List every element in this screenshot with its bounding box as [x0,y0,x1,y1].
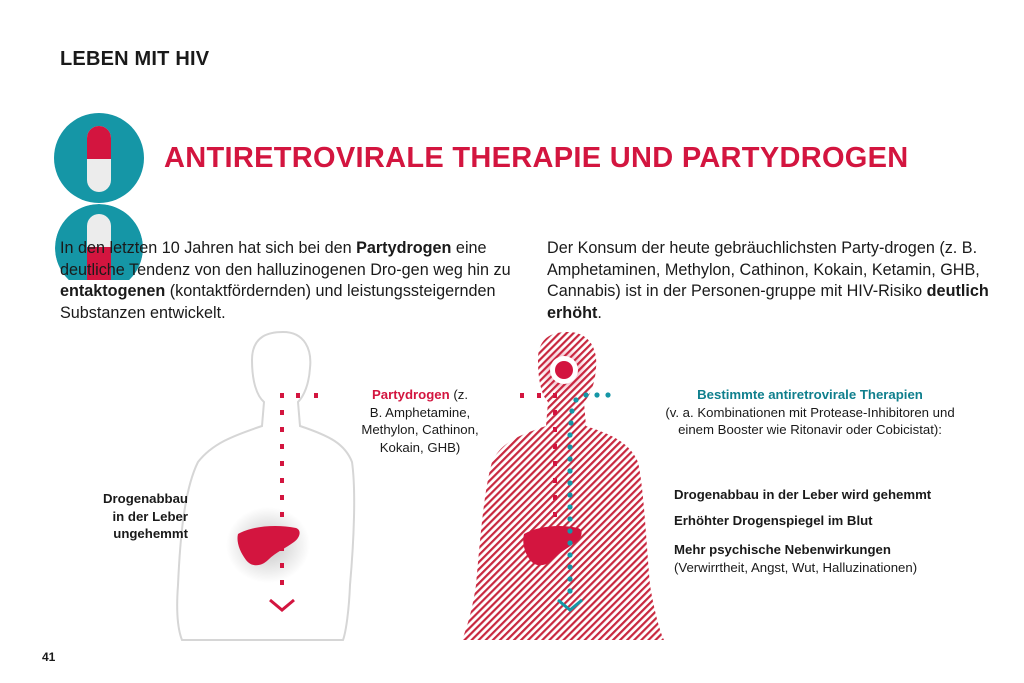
label-drogenabbau-left: Drogenabbau in der Leber ungehemmt [103,491,188,541]
section-header: LEBEN MIT HIV [60,48,210,70]
intro-paragraph-right: Der Konsum der heute gebräuchlichsten Party-drogen (z. B. Amphetaminen, Methylon, Cathinon, Kokain, Ketamin, GHB, Cannabis) ist in der Personen-gruppe mit HIV-Risiko deutlich erhöht. [547,239,989,322]
effect-3: Mehr psychische Nebenwirkungen (Verwirrtheit, Angst, Wut, Halluzinationen) [674,542,918,575]
arrow-down-left [270,600,294,610]
label-therapien: Bestimmte antiretrovirale Therapien (v. a. Kombinationen mit Protease-Inhibitoren und einem Booster wie Ritonavir oder Cobicistat): [665,387,955,437]
page-title: ANTIRETROVIRALE THERAPIE UND PARTYDROGEN [164,142,909,174]
effect-1: Drogenabbau in der Leber wird gehemmt [674,487,932,502]
body-outline-left [177,332,354,640]
label-partydrogen: Partydrogen (z. B. Amphetamine, Methylon, Cathinon, Kokain, GHB) [361,387,479,455]
page-number: 41 [42,650,56,664]
intro-paragraph-left: In den letzten 10 Jahren hat sich bei den Partydrogen eine deutliche Tendenz von den halluzinogenen Dro-gen weg hin zu entaktogenen (kontaktfördernden) und leistungssteigernden Substanzen entwickelt. [60,239,511,322]
effect-2: Erhöhter Drogenspiegel im Blut [674,513,873,528]
